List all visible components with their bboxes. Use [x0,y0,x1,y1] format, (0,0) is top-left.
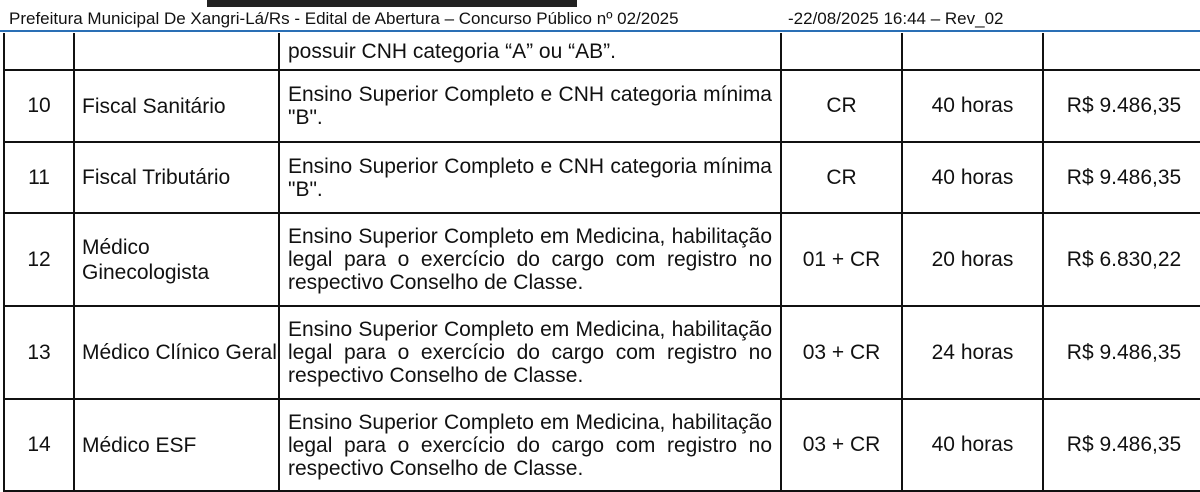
header-title: Prefeitura Municipal De Xangri-Lá/Rs - Edital de Abertura – Concurso Público nº 02/2025 [9,9,679,28]
requisitos-text: Ensino Superior Completo em Medicina, habilitação legal para o exercício do cargo com registro no respectivo Conselho de Classe. [288,318,772,387]
table-row [4,399,1200,491]
cell-vencimento: R$ 9.486,35 [1043,142,1200,213]
cell-cargo: Médico Clínico Geral [74,306,279,399]
cell-carga-horaria [902,33,1043,70]
cell-carga-horaria: 24 horas [902,306,1043,399]
cell-requisitos [279,70,781,142]
cell-num: 14 [4,399,74,491]
cargos-table [3,33,1200,492]
cell-requisitos [279,399,781,491]
cell-vagas: CR [781,70,902,142]
cell-carga-horaria: 40 horas [902,70,1043,142]
cell-carga-horaria: 40 horas [902,142,1043,213]
requisitos-text: Ensino Superior Completo e CNH categoria mínima "B". [288,154,772,201]
cell-num: 11 [4,142,74,213]
cell-num: 13 [4,306,74,399]
cell-vagas: 01 + CR [781,213,902,306]
cell-vencimento: R$ 9.486,35 [1043,70,1200,142]
cell-requisitos [279,142,781,213]
cell-cargo: Médico Ginecologista [74,213,279,306]
cell-cargo: Fiscal Sanitário [74,70,279,142]
cell-carga-horaria: 20 horas [902,213,1043,306]
cell-num: 10 [4,70,74,142]
table-row-continuation [4,33,1200,70]
cell-vagas: CR [781,142,902,213]
cell-requisitos [279,213,781,306]
cell-num [4,33,74,70]
cell-cargo: Fiscal Tributário [74,142,279,213]
cell-cargo [74,33,279,70]
table-row [4,306,1200,399]
cell-vencimento: R$ 9.486,35 [1043,306,1200,399]
requisitos-text: Ensino Superior Completo e CNH categoria mínima "B". [288,83,772,129]
cell-vencimento: R$ 6.830,22 [1043,213,1200,306]
requisitos-text: Ensino Superior Completo em Medicina, habilitação legal para o exercício do cargo com registro no respectivo Conselho de Classe. [288,225,772,294]
cell-vagas: 03 + CR [781,399,902,491]
cell-requisitos [279,33,781,70]
page-header [0,6,1200,32]
cell-vencimento: R$ 9.486,35 [1043,399,1200,491]
cell-vagas: 03 + CR [781,306,902,399]
cell-carga-horaria: 40 horas [902,399,1043,491]
header-revision: -22/08/2025 16:44 – Rev_02 [788,9,1004,28]
requisitos-text: Ensino Superior Completo em Medicina, habilitação legal para o exercício do cargo com registro no respectivo Conselho de Classe. [288,410,772,480]
cell-vagas [781,33,902,70]
table-row [4,70,1200,142]
cell-requisitos [279,306,781,399]
table-row [4,142,1200,213]
continuation-text: possuir CNH categoria “A” ou “AB”. [288,39,616,63]
cell-num: 12 [4,213,74,306]
cell-cargo: Médico ESF [74,399,279,491]
cell-vencimento [1043,33,1200,70]
table-row [4,213,1200,306]
